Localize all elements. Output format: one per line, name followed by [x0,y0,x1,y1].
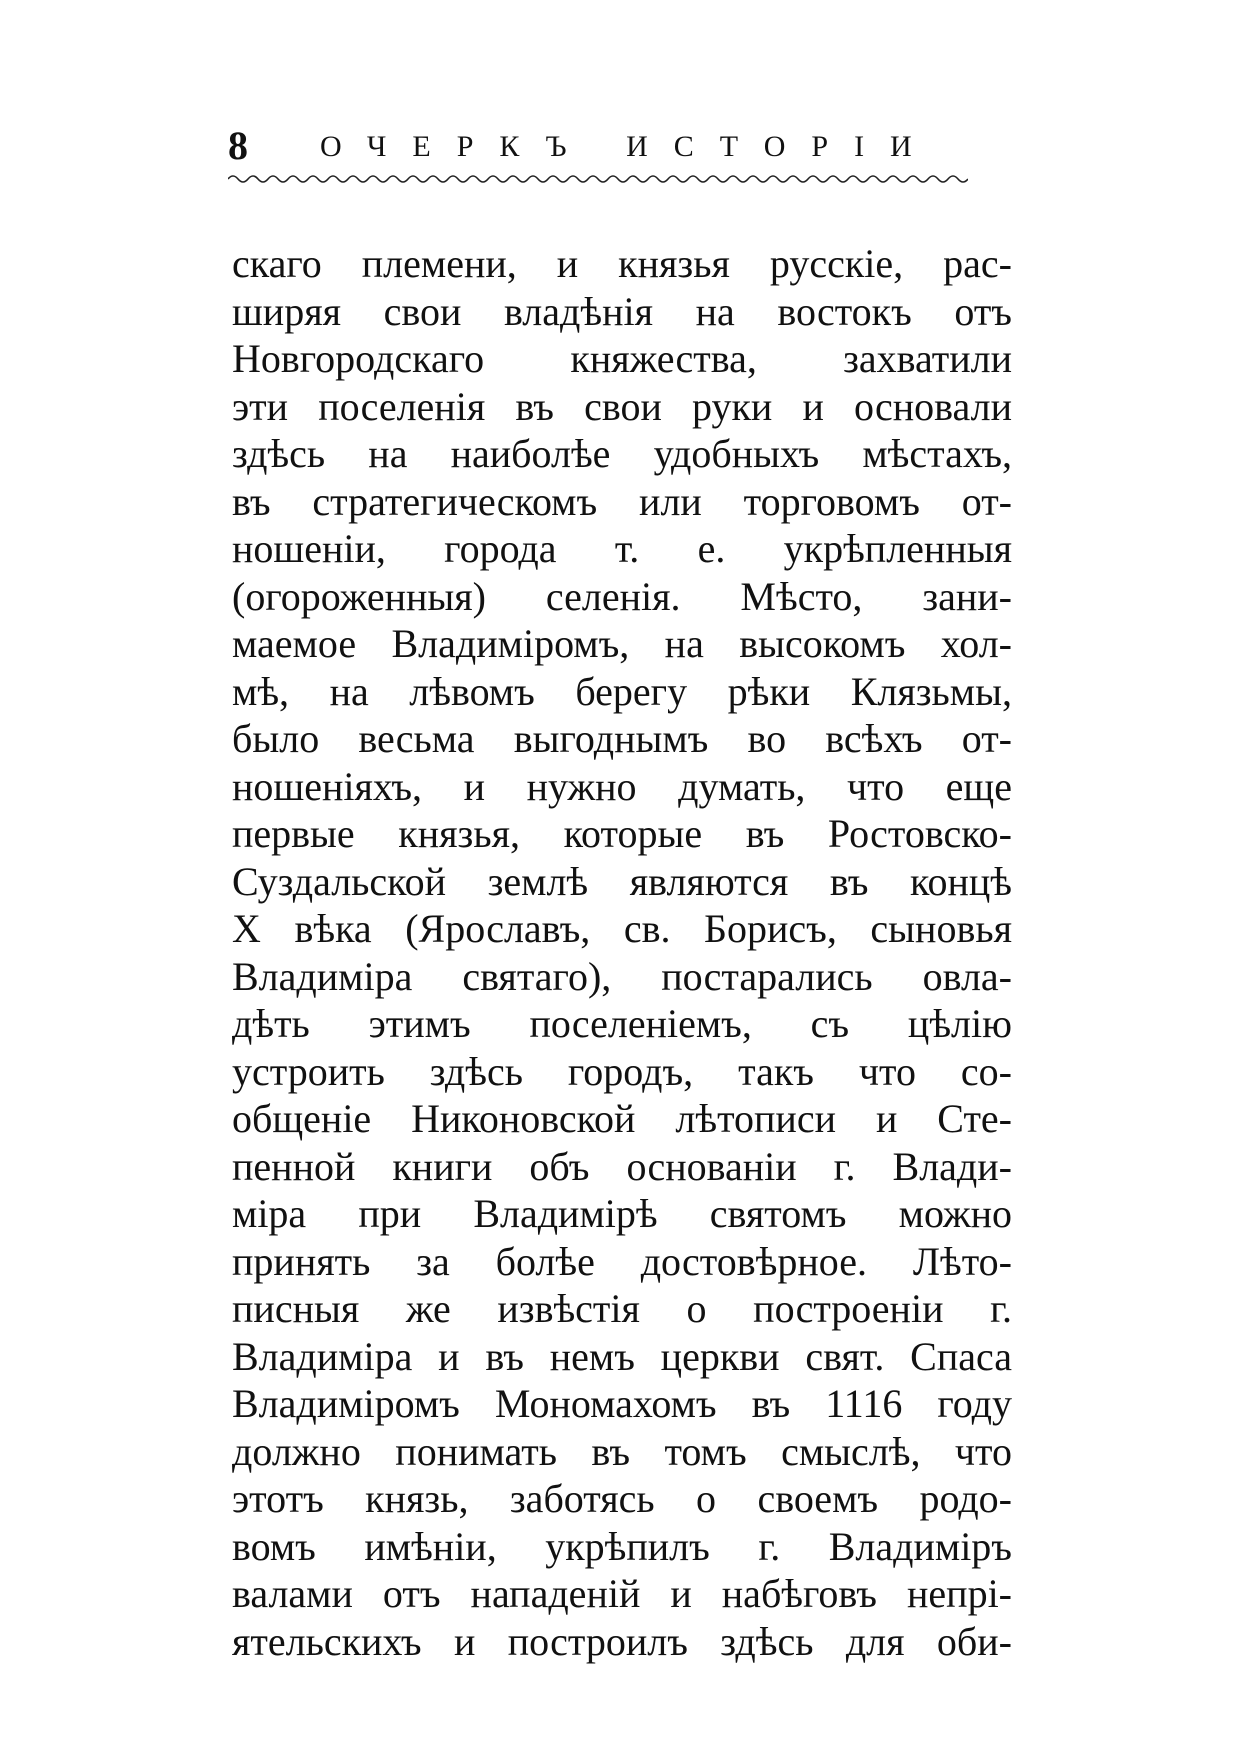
text-line: въ стратегическомъ или торговомъ от- [232,478,1012,524]
wavy-rule-ornament [228,172,968,186]
body-text [232,240,1012,1665]
text-line: Новгородскаго княжества, захватили [232,336,1012,381]
running-title: ОЧЕРКЪ ИСТОРІИ [320,130,938,163]
text-line: устроить здѣсь городъ, такъ что со- [232,1048,1012,1094]
text-line: скаго племени, и князья русскіе, рас- [232,241,1012,286]
text-line: Владиміра святаго), постарались овла- [232,953,1012,999]
text-line: ятельскихъ и построилъ здѣсь для оби- [232,1618,1012,1664]
text-line: дѣть этимъ поселеніемъ, съ цѣлію [232,1001,1012,1046]
text-line: здѣсь на наиболѣе удобныхъ мѣстахъ, [232,431,1012,476]
text-line: X вѣка (Ярославъ, св. Борисъ, сыновья [232,906,1012,951]
text-line: общеніе Никоновской лѣтописи и Сте- [232,1096,1012,1141]
text-line: маемое Владиміромъ, на высокомъ хол- [232,621,1012,666]
text-line: первые князья, которые въ Ростовско- [232,811,1012,856]
text-line: ношеніи, города т. е. укрѣпленныя [232,526,1012,571]
text-line: писныя же извѣстія о построеніи г. [232,1286,1012,1331]
text-line: валами отъ нападеній и набѣговъ непрі- [232,1571,1012,1616]
text-line: этотъ князь, заботясь о своемъ родо- [232,1476,1012,1521]
text-line: было весьма выгоднымъ во всѣхъ от- [232,716,1012,761]
text-line: эти поселенія въ свои руки и основали [232,383,1012,429]
page-number: 8 [228,123,248,168]
text-line: Суздальской землѣ являются въ концѣ [232,858,1012,904]
text-line: ношеніяхъ, и нужно думать, что еще [232,763,1012,809]
text-line: должно понимать въ томъ смыслѣ, что [232,1428,1012,1474]
text-line: мѣ, на лѣвомъ берегу рѣки Клязьмы, [232,668,1012,714]
text-line: Владиміра и въ немъ церкви свят. Спаса [232,1333,1012,1379]
text-line: вомъ имѣніи, укрѣпилъ г. Владиміръ [232,1523,1012,1569]
text-line: ширяя свои владѣнія на востокъ отъ [232,288,1012,334]
page-header [228,122,968,168]
text-line: (огороженныя) селенія. Мѣсто, зани- [232,573,1012,619]
text-line: Владиміромъ Мономахомъ въ 1116 году [232,1381,1012,1426]
text-line: міра при Владимірѣ святомъ можно [232,1191,1012,1236]
text-line: принять за болѣе достовѣрное. Лѣто- [232,1238,1012,1284]
text-line: пенной книги объ основаніи г. Влади- [232,1143,1012,1189]
